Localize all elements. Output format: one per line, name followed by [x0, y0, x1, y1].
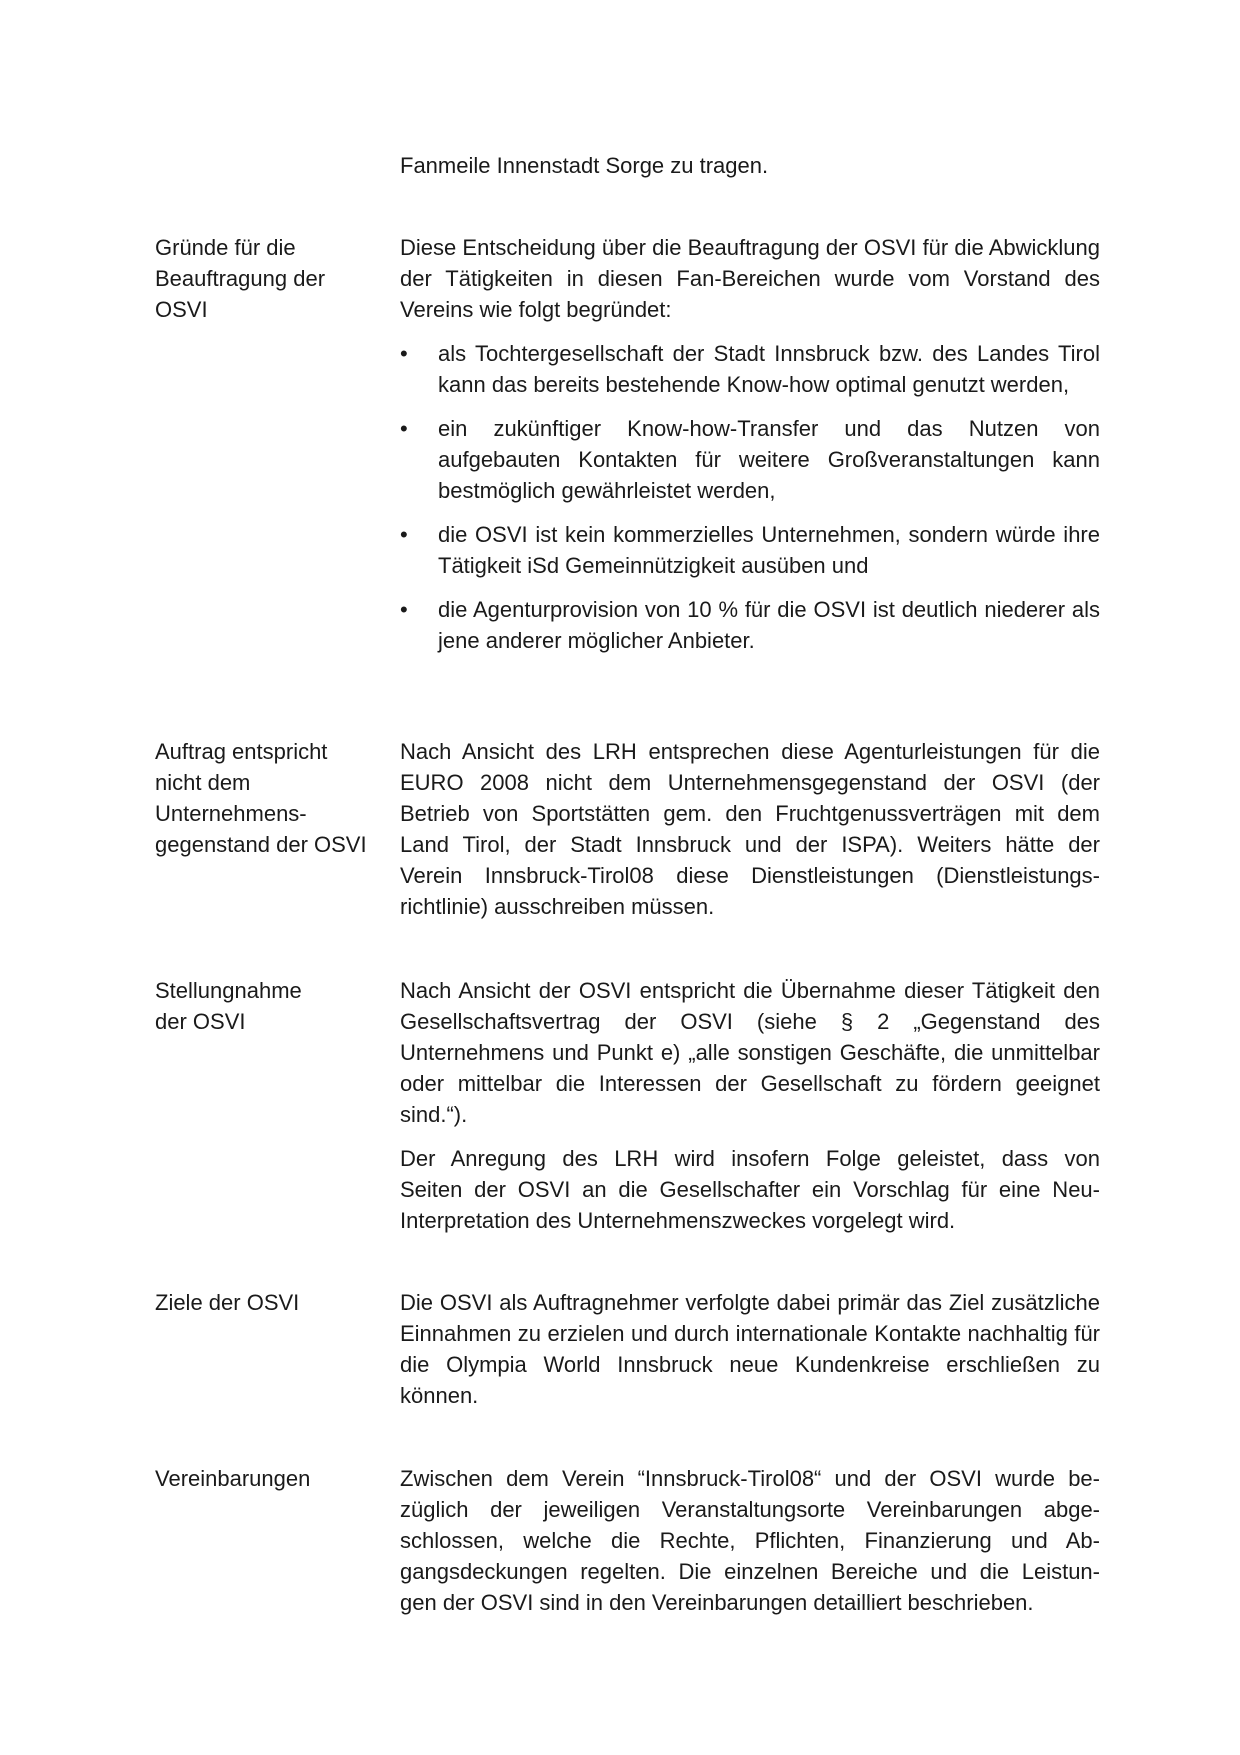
list-item-text: die Agenturprovision von 10 % für die OSVI ist deutlich niederer als jene anderer möglicher Anbieter.	[438, 597, 1100, 653]
text-line: gangsdeckungen regelten. Die einzelnen Bereiche und die Leistun-	[400, 1559, 1100, 1584]
section-body	[400, 232, 1100, 656]
list-item	[400, 338, 1100, 400]
text-line: Betrieb von Sportstätten gem. den Fruchtgenussverträgen mit dem	[400, 801, 1100, 826]
list-item	[400, 519, 1100, 581]
text-line: schlossen, welche die Rechte, Pflichten, Finanzierung und Ab-	[400, 1528, 1100, 1553]
text-line: EURO 2008 nicht dem Unternehmensgegenstand der OSVI (der	[400, 770, 1100, 795]
intro-text: Fanmeile Innenstadt Sorge zu tragen.	[400, 153, 769, 178]
label-line: Beauftragung der	[155, 266, 326, 291]
bullet-icon: •	[400, 341, 408, 366]
label-line: Auftrag entspricht	[155, 739, 328, 764]
list-item	[400, 413, 1100, 506]
text-line: gen der OSVI sind in den Vereinbarungen detailliert beschrieben.	[400, 1590, 1034, 1615]
text-line: Verein Innsbruck-Tirol08 diese Dienstleistungen (Dienstleistungs-	[400, 863, 1100, 888]
list-item-text: als Tochtergesellschaft der Stadt Innsbruck bzw. des Landes Tirol kann das bereits bestehende Know-how optimal genutzt werden,	[438, 341, 1100, 397]
text-line: Land Tirol, der Stadt Innsbruck und der ISPA). Weiters hätte der	[400, 832, 1100, 857]
bullet-icon: •	[400, 416, 408, 441]
label-line: Gründe für die	[155, 235, 296, 260]
section-body	[400, 1287, 1100, 1411]
section-body	[400, 736, 1100, 922]
text-line: züglich der jeweiligen Veranstaltungsorte Vereinbarungen abge-	[400, 1497, 1100, 1522]
list-item	[400, 594, 1100, 656]
label-line: OSVI	[155, 297, 208, 322]
paragraph	[400, 1143, 1100, 1236]
section-label	[155, 736, 385, 860]
list-item-text: ein zukünftiger Know-how-Transfer und das Nutzen von aufgebauten Kontakten für weitere Großveranstaltungen kann bestmöglich gewährleistet werden,	[438, 416, 1100, 503]
bullet-icon: •	[400, 597, 408, 622]
label-line: nicht dem	[155, 770, 251, 795]
label-line: Unternehmens-	[155, 801, 307, 826]
section-body	[400, 975, 1100, 1236]
paragraph: Diese Entscheidung über die Beauftragung der OSVI für die Abwicklung der Tätigkeiten in diesen Fan-Bereichen wurde vom Vorstand des Vereins wie folgt begründet:	[400, 235, 1100, 322]
list-item-text: die OSVI ist kein kommerzielles Unternehmen, sondern würde ihre Tätigkeit iSd Gemeinnützigkeit ausüben und	[438, 522, 1100, 578]
text-line: Zwischen dem Verein “Innsbruck-Tirol08“ und der OSVI wurde be-	[400, 1466, 1100, 1491]
text-line: richtlinie) ausschreiben müssen.	[400, 894, 715, 919]
label-line: der OSVI	[155, 1009, 246, 1034]
section-label	[155, 1463, 385, 1494]
paragraph: Nach Ansicht der OSVI entspricht die Übernahme dieser Tätigkeit den Gesellschaftsvertrag der OSVI (siehe § 2 „Gegenstand des Unternehmens und Punkt e) „alle sonstigen Geschäfte, die unmittelbar oder mittelbar die Interessen der Gesellschaft zu fördern geeignet sind.“).	[400, 978, 1100, 1127]
text-line: Interpretation des Unternehmenszweckes vorgelegt wird.	[400, 1208, 956, 1233]
text-line: Nach Ansicht des LRH entsprechen diese Agenturleistungen für die	[400, 739, 1100, 764]
text-line: Seiten der OSVI an die Gesellschafter ein Vorschlag für eine Neu-	[400, 1177, 1100, 1202]
label-line: Vereinbarungen	[155, 1466, 311, 1491]
bullet-list	[400, 338, 1100, 656]
section-label	[155, 232, 385, 325]
label-line: Stellungnahme	[155, 978, 302, 1003]
label-line: gegenstand der OSVI	[155, 832, 367, 857]
label-line: Ziele der OSVI	[155, 1290, 300, 1315]
text-line: Der Anregung des LRH wird insofern Folge geleistet, dass von	[400, 1146, 1100, 1171]
paragraph: Die OSVI als Auftragnehmer verfolgte dabei primär das Ziel zusätzliche Einnahmen zu erzielen und durch internationale Kontakte nachhaltig für die Olympia World Innsbruck neue Kundenkreise erschließen zu können.	[400, 1290, 1100, 1408]
bullet-icon: •	[400, 522, 408, 547]
section-label	[155, 975, 385, 1037]
section-label	[155, 1287, 385, 1318]
section-body	[400, 1463, 1100, 1618]
